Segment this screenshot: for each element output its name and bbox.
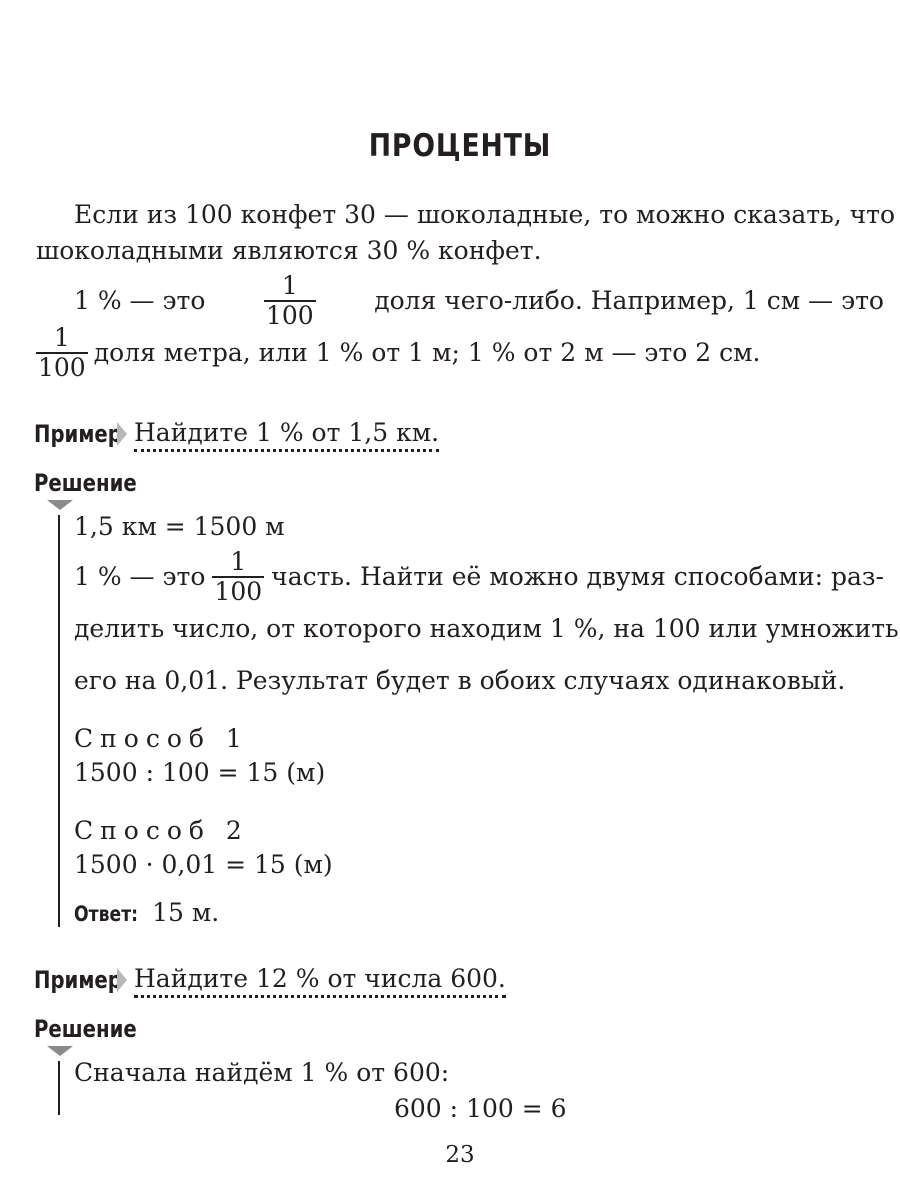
arrow-right-icon (117, 422, 127, 446)
fraction-denominator: 100 (265, 300, 314, 330)
intro-paragraph-2-cont (36, 324, 761, 381)
solution-line-4: его на 0,01. Результат будет в обоих случаях одинаковый. (74, 666, 846, 695)
fraction-numerator: 1 (281, 271, 298, 300)
answer-value: 15 м. (152, 898, 220, 927)
fraction-denominator: 100 (214, 576, 263, 606)
intro-line-2: шоколадными являются 30 % конфет. (36, 236, 542, 265)
fraction-one-hundredth (36, 324, 88, 381)
fraction-one-hundredth (212, 548, 264, 605)
example-task: Найдите 1 % от 1,5 км. (134, 418, 439, 452)
method-2-calc: 1500 · 0,01 = 15 (м) (74, 850, 333, 879)
fraction-one-hundredth (264, 272, 316, 329)
solution-line-3-wrap (74, 614, 899, 643)
intro-paragraph-1 (36, 200, 896, 229)
method-1-calc: 1500 : 100 = 15 (м) (74, 758, 326, 787)
method-2-label: Способ 2 (74, 816, 249, 845)
triangle-down-icon (47, 500, 73, 510)
answer-label: Ответ: (74, 902, 139, 926)
intro-text-a: 1 % — это (74, 286, 206, 315)
page-number: 23 (445, 1142, 475, 1168)
solution-line-1: 1,5 км = 1500 м (74, 512, 285, 541)
fraction-numerator: 1 (230, 547, 247, 576)
intro-paragraph-2 (74, 272, 884, 329)
solution-text-b: часть. Найти её можно двумя способами: раз- (271, 562, 884, 591)
solution-line-2: 600 : 100 = 6 (394, 1094, 567, 1123)
intro-text-c: доля метра, или 1 % от 1 м; 1 % от 2 м — это 2 см. (93, 338, 761, 367)
solution-line-2 (74, 548, 884, 605)
solution-bracket-line (58, 1061, 60, 1115)
solution-bracket-line (58, 515, 60, 927)
intro-text-b: доля чего-либо. Например, 1 см — это (374, 286, 884, 315)
fraction-denominator: 100 (38, 352, 86, 382)
page-title: ПРОЦЕНТЫ (368, 128, 552, 164)
intro-line-1: Если из 100 конфет 30 — шоколадные, то можно сказать, что (74, 200, 896, 229)
answer (74, 898, 219, 927)
fraction-numerator: 1 (53, 323, 70, 352)
solution-line-1: Сначала найдём 1 % от 600: (74, 1058, 450, 1087)
example-label: Пример (34, 966, 122, 994)
solution-line-3: делить число, от которого находим 1 %, на 100 или умножить (74, 614, 899, 643)
solution-label: Решение (34, 469, 137, 497)
example-task: Найдите 12 % от числа 600. (134, 964, 506, 998)
solution-label: Решение (34, 1015, 137, 1043)
method-1-label: Способ 1 (74, 724, 249, 753)
arrow-right-icon (117, 968, 127, 992)
solution-text-a: 1 % — это (74, 562, 206, 591)
triangle-down-icon (47, 1046, 73, 1056)
example-label: Пример (34, 420, 122, 448)
